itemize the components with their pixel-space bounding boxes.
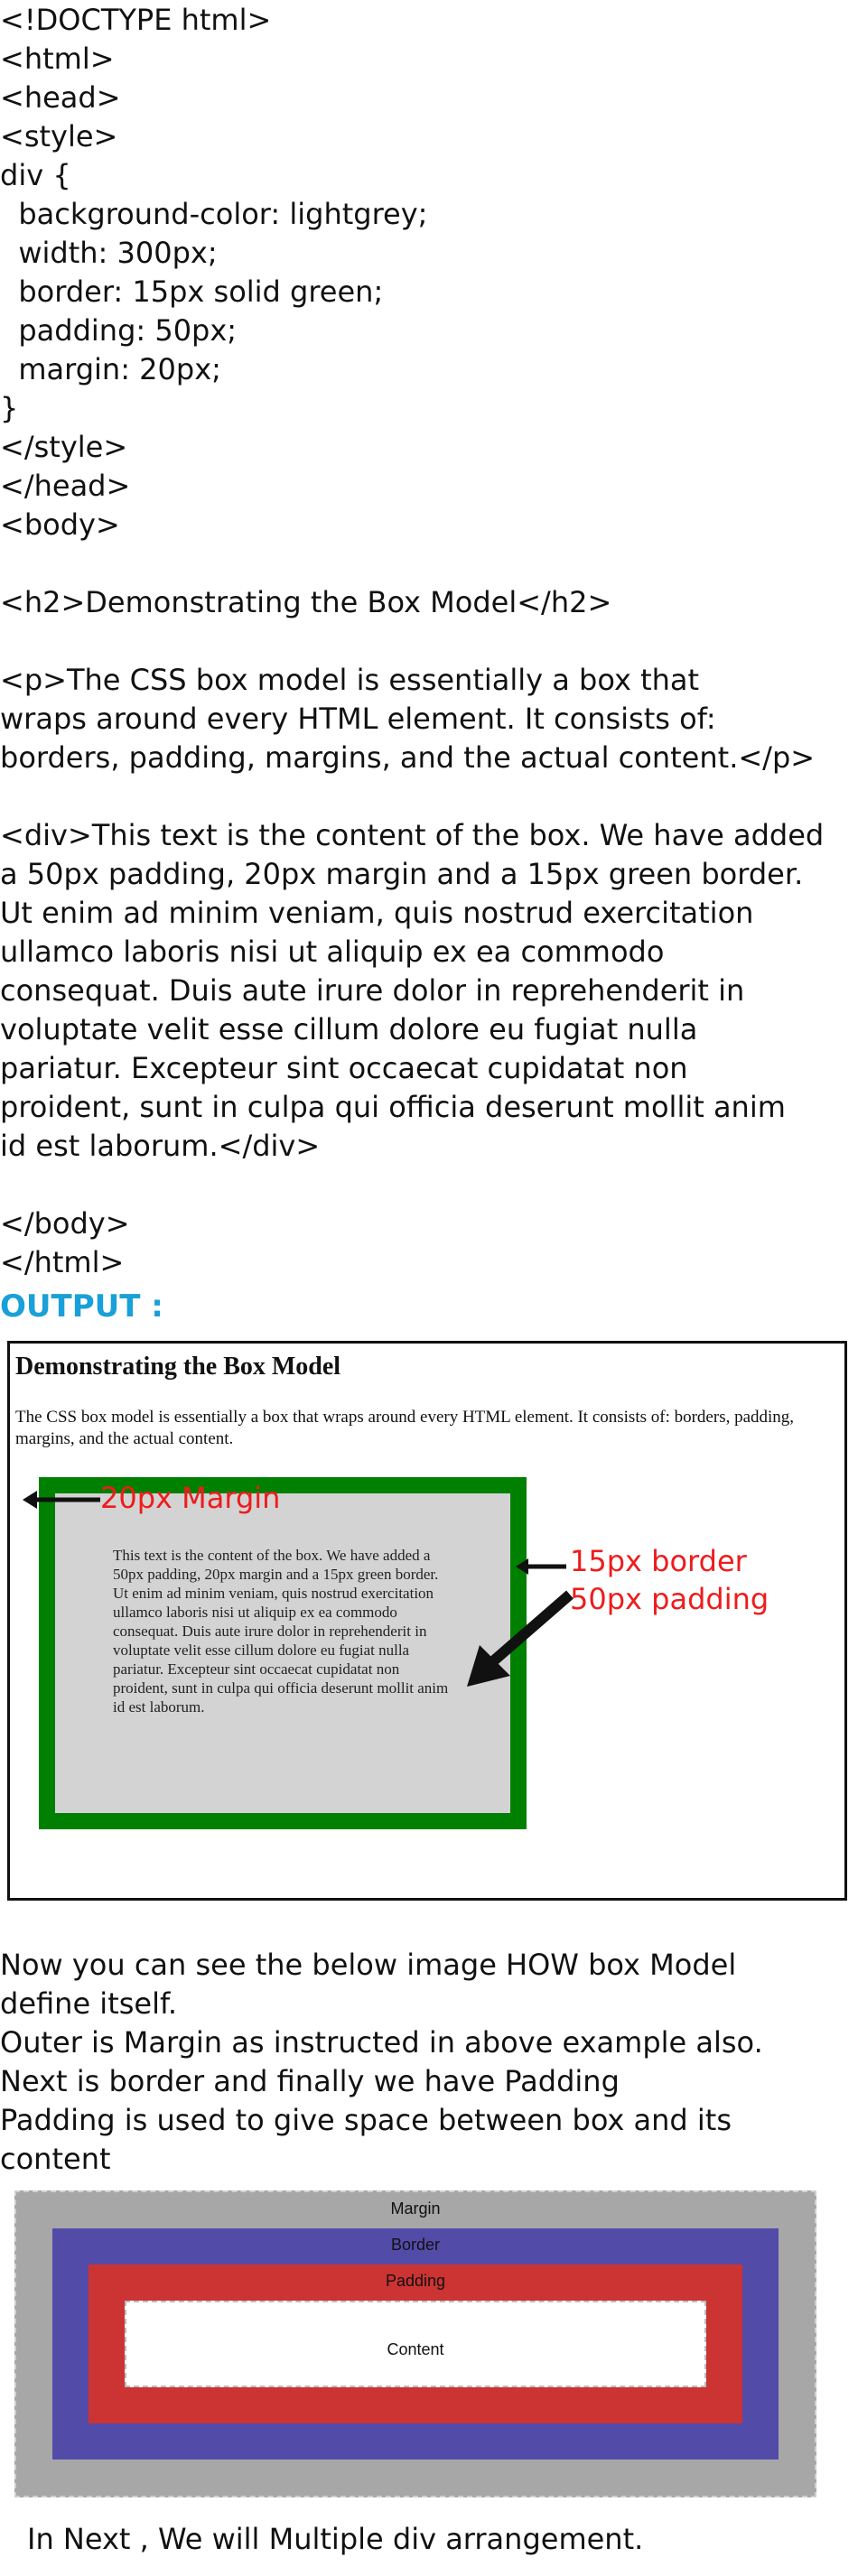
box-model-padding-label: Padding [385,2272,446,2290]
code-line: ullamco laboris nisi ut aliquip ex ea commodo [0,935,665,969]
margin-arrow-icon [21,1486,102,1513]
code-line: padding: 50px; [0,313,238,348]
output-frame [7,1341,847,1901]
code-line: voluptate velit esse cillum dolore eu fugiat nulla [0,1012,698,1046]
demo-box-content-area [55,1493,510,1813]
code-line: <!DOCTYPE html> [0,3,272,37]
code-line: div { [0,158,71,192]
code-line: <p>The CSS box model is essentially a box that [0,663,700,697]
demo-box-text: This text is the content of the box. We have added a 50px padding, 20px margin and a 15px green border. Ut enim ad minim veniam, quis nostrud exercitation ullamco laboris nisi ut aliquip ex ea commodo consequat. Duis aute irure dolor in reprehenderit in voluptate velit esse cillum dolore eu fugiat nulla pariatur. Excepteur sint occaecat cupidatat non proident, sunt in culpa qui officia deserunt mollit anim id est laborum. [113,1547,449,1716]
code-line: wraps around every HTML element. It consists of: [0,702,716,736]
output-heading: OUTPUT : [0,1288,163,1325]
code-line: pariatur. Excepteur sint occaecat cupidatat non [0,1051,688,1085]
box-model-content [125,2301,706,2387]
code-line: id est laborum.</div> [0,1129,321,1163]
explanation-line: Now you can see the below image HOW box Model [0,1948,737,1982]
code-line: background-color: lightgrey; [0,197,428,231]
box-model-padding [89,2264,742,2423]
box-model-margin [14,2190,816,2497]
code-line: border: 15px solid green; [0,274,384,309]
code-line: <body> [0,507,120,542]
code-line: Ut enim ad minim veniam, quis nostrud exercitation [0,896,754,930]
code-line: a 50px padding, 20px margin and a 15px green border. [0,857,804,891]
border-annotation: 15px border [570,1544,747,1578]
code-line: </head> [0,469,131,503]
code-line: margin: 20px; [0,352,221,386]
code-line: </body> [0,1206,130,1241]
code-line: proident, sunt in culpa qui officia deserunt mollit anim [0,1090,786,1124]
demo-box-border [39,1477,527,1829]
code-line: <div>This text is the content of the box. We have added [0,818,825,852]
code-line: <style> [0,119,118,153]
box-model-margin-label: Margin [390,2199,441,2218]
code-line: width: 300px; [0,236,218,270]
code-line: <html> [0,42,115,76]
explanation-line: Padding is used to give space between box and its [0,2103,732,2137]
box-model-border-label: Border [390,2236,441,2254]
code-line: </html> [0,1245,125,1279]
code-line: consequat. Duis aute irure dolor in reprehenderit in [0,973,745,1008]
padding-annotation: 50px padding [570,1582,769,1616]
demo-paragraph: The CSS box model is essentially a box that wraps around every HTML element. It consists of: borders, padding, margins, and the actual content. [15,1408,795,1448]
code-line: borders, padding, margins, and the actual content.</p> [0,740,816,775]
padding-arrow-icon [460,1587,577,1696]
demo-heading: Demonstrating the Box Model [15,1353,341,1381]
explanation-line: define itself. [0,1986,178,2021]
code-line: </style> [0,430,128,464]
box-model-content-label: Content [387,2340,444,2358]
margin-annotation: 20px Margin [100,1481,281,1515]
code-line: <head> [0,80,121,115]
explanation-line: content [0,2142,111,2176]
explanation-line: Next is border and finally we have Padding [0,2064,620,2098]
footer-text: In Next , We will Multiple div arrangement. [27,2522,644,2556]
border-arrow-icon [514,1553,568,1580]
code-line: <h2>Demonstrating the Box Model</h2> [0,585,612,619]
box-model-border [52,2228,779,2460]
explanation-line: Outer is Margin as instructed in above example also. [0,2025,763,2060]
code-line: } [0,391,19,425]
